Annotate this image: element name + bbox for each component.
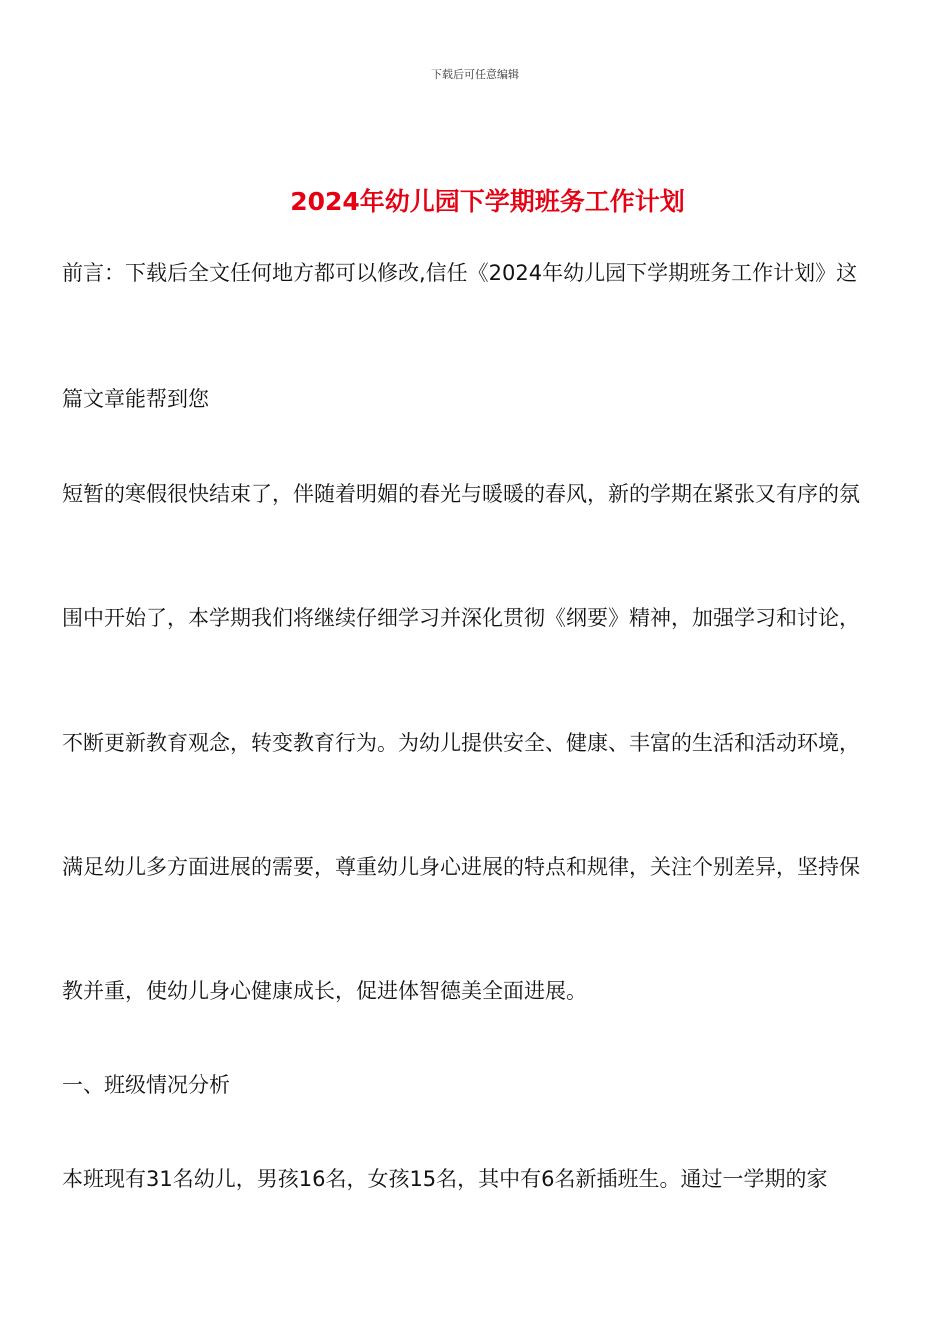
preface-line-2: 篇文章能帮到您 <box>62 387 209 411</box>
paragraph-line-4: 满足幼儿多方面进展的需要，尊重幼儿身心进展的特点和规律，关注个别差异，坚持保 <box>62 855 860 879</box>
section-line-1: 本班现有31名幼儿，男孩16名，女孩15名，其中有6名新插班生。通过一学期的家 <box>62 1167 828 1191</box>
paragraph-line-2: 围中开始了，本学期我们将继续仔细学习并深化贯彻《纲要》精神，加强学习和讨论， <box>62 606 860 630</box>
document-title: 2024年幼儿园下学期班务工作计划 <box>290 187 685 216</box>
paragraph-line-5: 教并重，使幼儿身心健康成长，促进体智德美全面进展。 <box>62 979 587 1003</box>
paragraph-line-1: 短暂的寒假很快结束了，伴随着明媚的春光与暖暖的春风，新的学期在紧张又有序的氛 <box>62 482 860 506</box>
section-heading: 一、班级情况分析 <box>62 1073 230 1097</box>
preface-line-1: 前言：下载后全文任何地方都可以修改,信任《2024年幼儿园下学期班务工作计划》这 <box>62 261 858 285</box>
page-header: 下载后可任意编辑 <box>431 68 519 81</box>
paragraph-line-3: 不断更新教育观念，转变教育行为。为幼儿提供安全、健康、丰富的生活和活动环境， <box>62 731 860 755</box>
